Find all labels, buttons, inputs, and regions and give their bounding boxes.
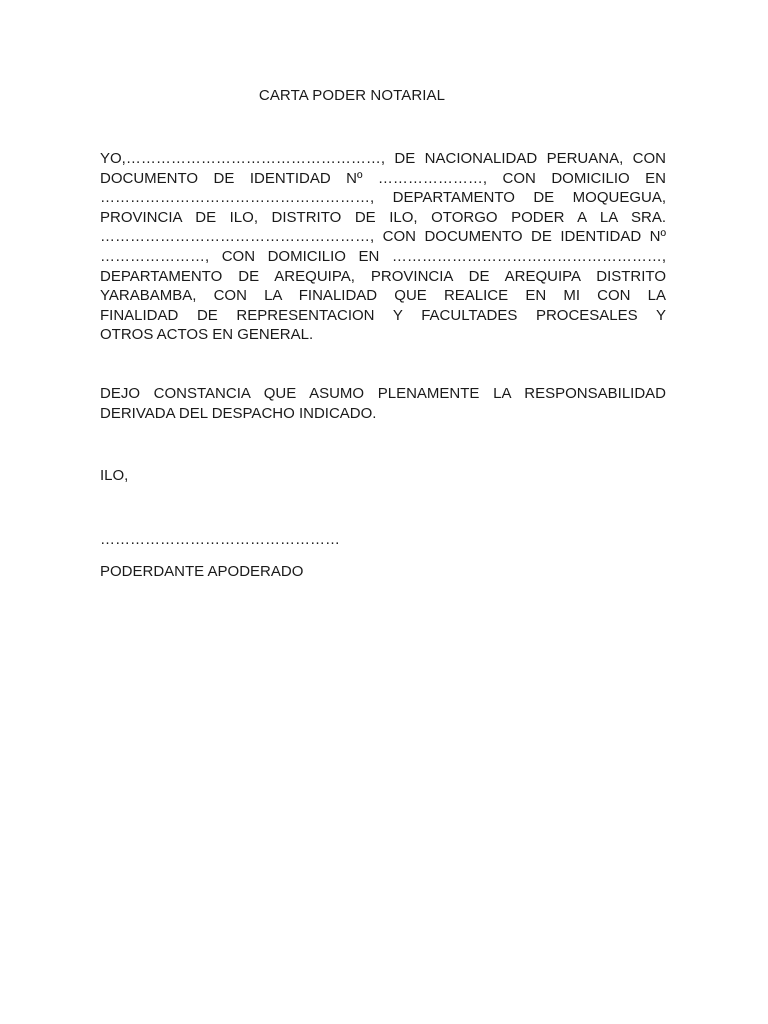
body-line: YARABAMBA, CON LA FINALIDAD QUE REALICE EN MI CON LA [100,287,666,305]
constancia-line: DERIVADA DEL DESPACHO INDICADO. [100,404,377,422]
constancia-line: DEJO CONSTANCIA QUE ASUMO PLENAMENTE LA RESPONSABILIDAD [100,385,666,402]
power-of-attorney-paragraph [100,149,666,345]
body-line: PROVINCIA DE ILO, DISTRITO DE ILO, OTORGO PODER A LA SRA. [100,208,666,226]
document-title: CARTA PODER NOTARIAL [258,87,446,104]
signature-label: PODERDANTE APODERADO [100,563,304,580]
body-line: …………………, CON DOMICILIO EN ………………………………………………, [100,247,666,265]
body-line: YO,……………………………………………, DE NACIONALIDAD PERUANA, CON [100,150,666,167]
body-line: DEPARTAMENTO DE AREQUIPA, PROVINCIA DE AREQUIPA DISTRITO [100,267,666,285]
body-line: FINALIDAD DE REPRESENTACION Y FACULTADES PROCESALES Y [100,306,666,324]
body-line: DOCUMENTO DE IDENTIDAD Nº …………………, CON DOMICILIO EN [100,169,666,187]
body-line: ………………………………………………, CON DOCUMENTO DE IDENTIDAD Nº [100,228,666,246]
body-line: ………………………………………………, DEPARTAMENTO DE MOQUEGUA, [100,189,666,207]
constancia-paragraph [100,384,666,423]
place-line: ILO, [100,467,129,484]
body-line: OTROS ACTOS EN GENERAL. [100,326,314,344]
signature-line: ………………………………………… [100,531,340,548]
